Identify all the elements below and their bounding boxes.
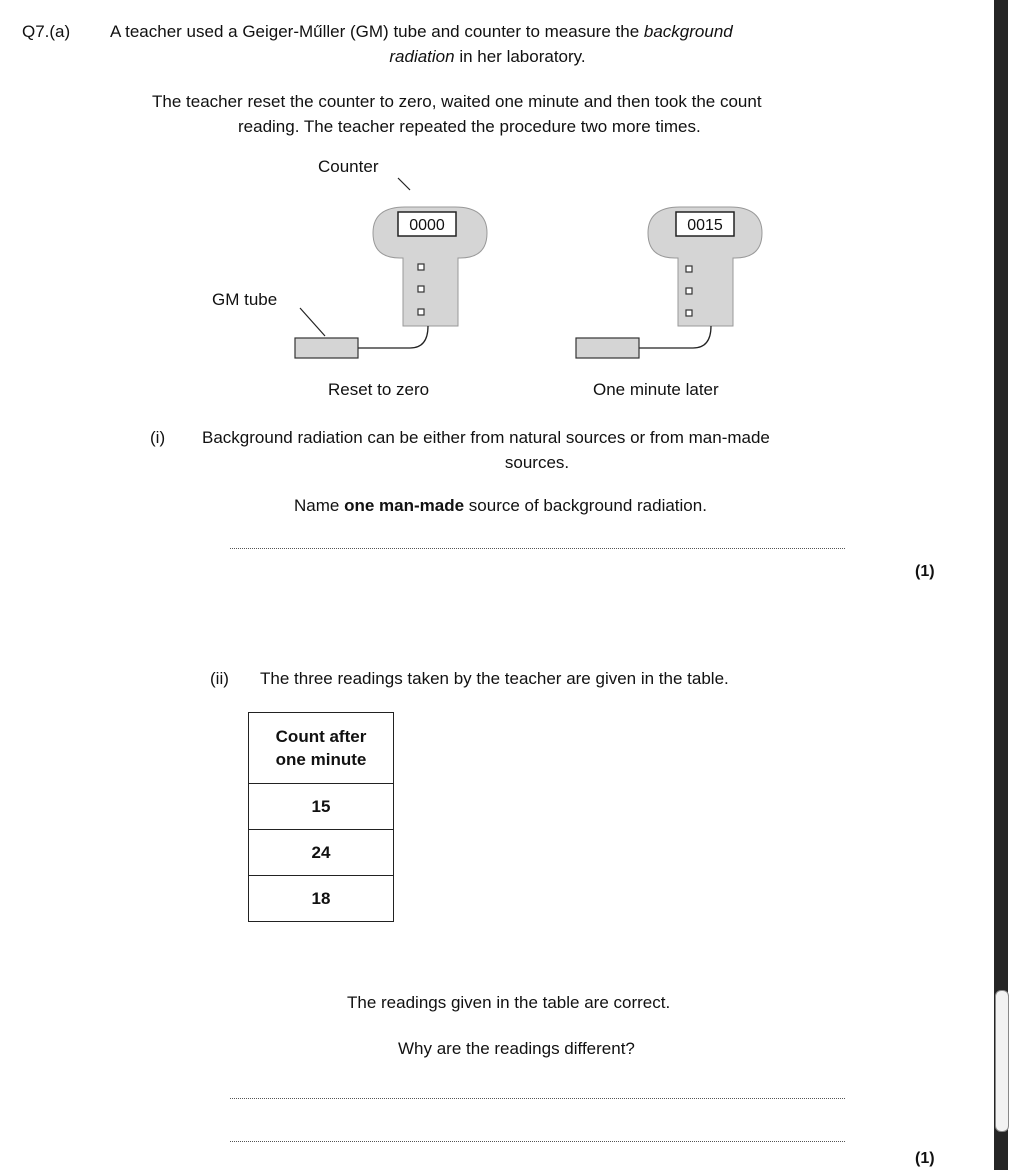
part-ii-question: Why are the readings different? [398, 1039, 635, 1058]
marks-i: (1) [915, 563, 935, 580]
button-icon [686, 310, 692, 316]
prompt-bold: one man-made [344, 496, 465, 515]
intro-emphasis-2: radiation [389, 47, 455, 66]
caption-reset: Reset to zero [328, 380, 430, 399]
readings-table [248, 712, 394, 922]
part-ii-label: (ii) [210, 669, 229, 688]
part-i-line-2: sources. [504, 453, 570, 472]
display-left-value: 0000 [409, 217, 445, 234]
intro-text: A teacher used a Geiger-Műller (GM) tube and counter to measure the [110, 22, 644, 41]
scrollbar-thumb[interactable] [995, 990, 1009, 1132]
label-counter: Counter [318, 157, 379, 176]
button-icon [418, 264, 424, 270]
part-ii-text: The three readings taken by the teacher are given in the table. [260, 669, 729, 688]
button-icon [686, 266, 692, 272]
prompt-text-end: source of background radiation. [464, 496, 707, 515]
gm-tube-right [576, 338, 639, 358]
table-row [249, 876, 394, 922]
marks-ii: (1) [915, 1150, 935, 1167]
reading-cell: 24 [249, 830, 394, 876]
answer-line-i[interactable] [230, 548, 845, 549]
caption-later: One minute later [593, 380, 719, 399]
display-right-value: 0015 [687, 217, 723, 234]
header-line-1: Count after [275, 727, 367, 746]
label-gm-tube: GM tube [212, 290, 278, 309]
procedure-line-1: The teacher reset the counter to zero, waited one minute and then took the count [152, 92, 762, 111]
button-icon [418, 309, 424, 315]
gm-tube-left [295, 338, 358, 358]
part-i-prompt [294, 496, 707, 516]
part-ii-statement: The readings given in the table are correct. [347, 993, 671, 1012]
prompt-text: Name [294, 496, 345, 515]
reading-cell: 18 [249, 876, 394, 922]
intro-text-2: in her laboratory. [454, 47, 586, 66]
counter-right [576, 207, 762, 358]
counter-left [295, 178, 487, 358]
part-i-line-1: Background radiation can be either from natural sources or from man-made [202, 428, 770, 447]
button-icon [686, 288, 692, 294]
button-icon [418, 286, 424, 292]
scrollbar[interactable] [994, 0, 1008, 1170]
question-number: Q7.(a) [22, 22, 71, 41]
table-row [249, 784, 394, 830]
intro-line-2 [0, 47, 975, 67]
table-header-row [249, 713, 394, 784]
procedure-line-2: reading. The teacher repeated the procedure two more times. [238, 117, 701, 136]
intro-emphasis: background [643, 22, 733, 41]
intro-line-1 [110, 22, 733, 42]
gm-counter-diagram [190, 150, 780, 410]
table-header [249, 713, 394, 784]
part-i-label: (i) [150, 428, 166, 447]
header-line-2: one minute [275, 750, 367, 769]
answer-line-ii-2[interactable] [230, 1141, 845, 1142]
table-row [249, 830, 394, 876]
reading-cell: 15 [249, 784, 394, 830]
answer-line-ii-1[interactable] [230, 1098, 845, 1099]
